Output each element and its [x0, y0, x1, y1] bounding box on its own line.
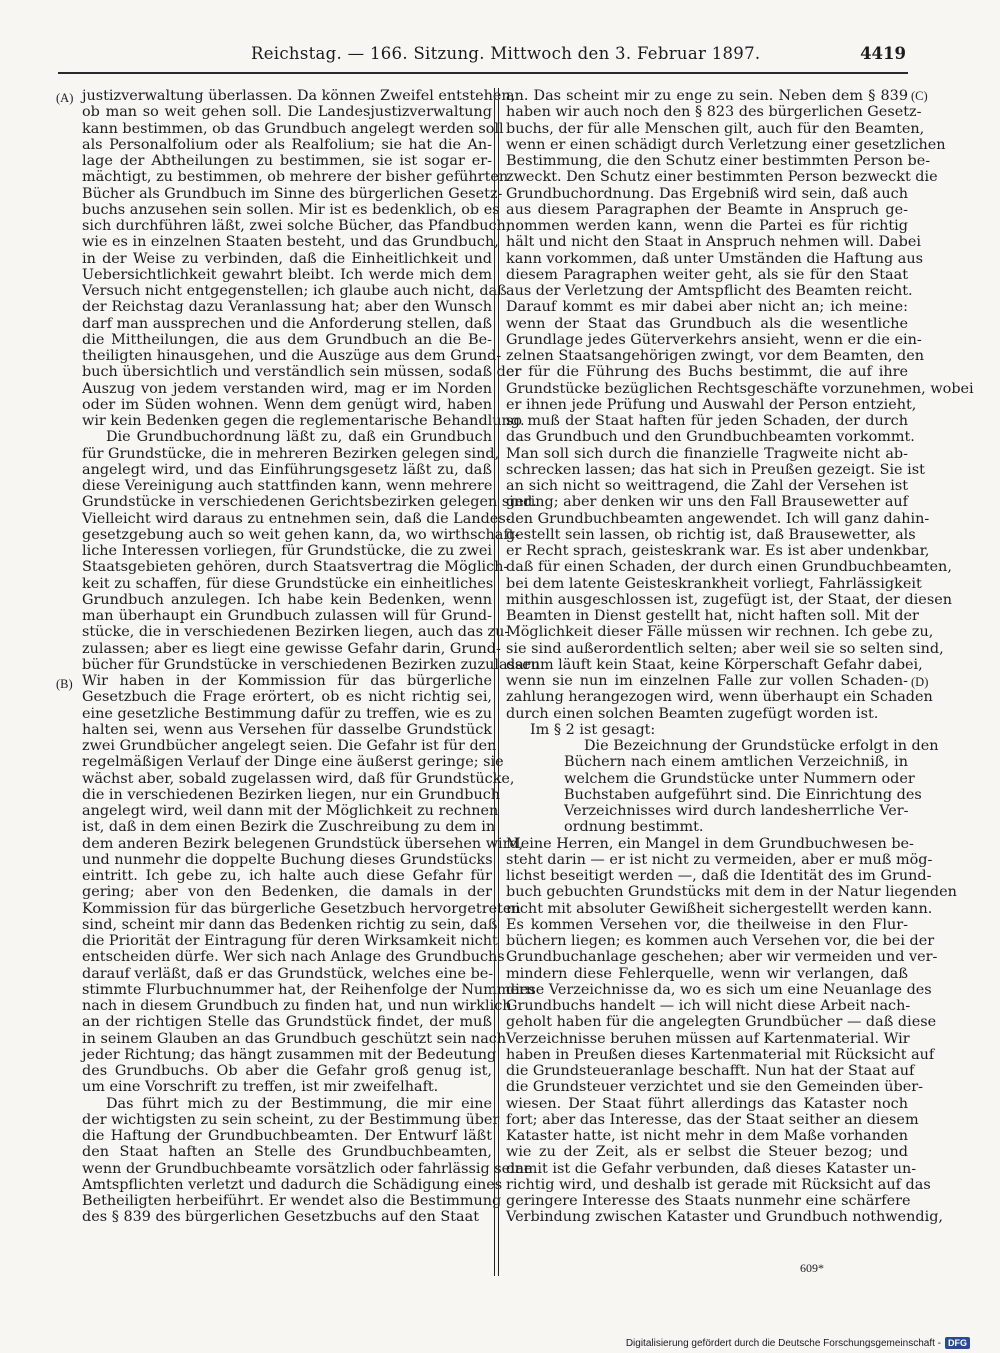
text-line: richtig wird, und deshalb ist gerade mit Rücksicht auf das [506, 1176, 931, 1193]
text-line: eintritt. Ich gebe zu, ich halte auch diese Gefahr für [82, 868, 492, 884]
text-line: so muß der Staat haften für jeden Schaden, der durch [506, 413, 908, 429]
text-line: fort; aber das Interesse, das der Staat seither an diesem [506, 1111, 919, 1128]
text-line: darf man aussprechen und die Anforderung stellen, daß [82, 315, 492, 332]
text-line: kann bestimmen, ob das Grundbuch angelegt werden soll [82, 120, 504, 137]
text-line: stücke, die in verschiedenen Bezirken liegen, auch das zu- [82, 624, 510, 641]
text-line: aus diesem Paragraphen der Beamte in Anspruch ge- [506, 201, 908, 218]
text-line: Versuch nicht entgegenstellen; ich glaube auch nicht, daß [82, 283, 507, 299]
margin-mark-b: (B) [56, 677, 73, 691]
text-line: die Grundsteueranlage beschafft. Nun hat der Staat auf [506, 1063, 915, 1079]
text-line: wiesen. Der Staat führt allerdings das Kataster noch [506, 1095, 908, 1112]
text-line: gering; aber denken wir uns den Fall Brausewetter auf [506, 494, 908, 511]
text-line: daß für einen Schaden, der durch einen Grundbuchbeamten, [506, 559, 952, 576]
text-line: Es kommen Versehen vor, die theilweise in den Flur- [506, 916, 908, 933]
text-line: Verzeichnisses wird durch landesherrliche Ver- [564, 803, 909, 819]
text-line: dem anderen Bezirk belegenen Grundstück übersehen wird, [82, 835, 524, 852]
text-line: gesetzgebung auch so weit gehen kann, da, wo wirthschaft- [82, 526, 520, 543]
text-line: Bestimmung, die den Schutz einer bestimmten Person be- [506, 153, 931, 169]
text-line: um eine Vorschrift zu treffen, ist mir zweifelhaft. [82, 1079, 439, 1096]
text-line: bei dem latente Geisteskrankheit vorliegt, Fahrlässigkeit [506, 575, 922, 592]
text-line: Kataster hatte, ist nicht mehr in dem Maße vorhanden [506, 1128, 908, 1144]
text-line: ob man so weit gehen soll. Die Landesjustizverwaltung [82, 104, 492, 121]
text-line: sind, scheint mir dann das Bedenken richtig zu sein, daß [82, 916, 498, 933]
text-line: damit ist die Gefahr verbunden, daß dieses Kataster un- [506, 1160, 917, 1177]
text-line: angelegt wird, und das Einführungsgesetz läßt zu, daß [82, 461, 492, 478]
text-line: Im § 2 ist gesagt: [530, 721, 656, 738]
text-line: diese Vereinigung auch stattfinden kann, wenn mehrere [82, 478, 493, 494]
text-line: stimmte Flurbuchnummer hat, der Reihenfolge der Nummern [82, 981, 536, 998]
text-line: die in verschiedenen Bezirken liegen, nur ein Grundbuch [82, 786, 501, 803]
text-line: Grundstücke in verschiedenen Gerichtsbezirken gelegen sind. [82, 494, 537, 511]
text-line: als Personalfolium oder als Realfolium; sie hat die An- [82, 136, 492, 153]
text-line: Grundbuchs handelt — ich will nicht diese Arbeit nach- [506, 998, 911, 1014]
header-rule [58, 72, 908, 74]
text-line: aus der Verletzung der Amtspflicht des Beamten reicht. [506, 283, 913, 299]
text-line: geringere Interesse des Staats nunmehr eine schärfere [506, 1193, 911, 1209]
text-line: Verbindung zwischen Kataster und Grundbuch nothwendig, [506, 1209, 944, 1226]
text-line: Grundbuch anzulegen. Ich habe kein Bedenken, wenn [82, 591, 492, 608]
text-line: regelmäßigen Verlauf der Dinge eine äußerst geringe; sie [82, 754, 504, 771]
text-line: Vielleicht wird daraus zu entnehmen sein, daß die Landes- [82, 510, 511, 527]
dfg-logo: DFG [945, 1337, 970, 1349]
text-line: Bücher als Grundbuch im Sinne des bürgerlichen Gesetz- [82, 185, 503, 202]
text-line: Die Grundbuchordnung läßt zu, daß ein Grundbuch [106, 429, 492, 446]
text-line: Grundstücke bezüglichen Rechtsgeschäfte vorzunehmen, wobei [506, 380, 974, 397]
text-line: er für die Führung des Buchs bestimmt, die auf ihre [506, 364, 908, 381]
page-header [58, 44, 906, 68]
text-line: er Recht sprach, geisteskrank war. Es ist aber undenkbar, [506, 543, 930, 559]
text-line: lichst beseitigt werden —, daß die Identität des im Grund- [506, 868, 932, 884]
text-line: ordnung bestimmt. [564, 819, 704, 836]
text-line: gestellt sein lassen, ob richtig ist, daß Brausewetter, als [506, 526, 916, 543]
text-line: Buchstaben aufgeführt sind. Die Einrichtung des [564, 786, 922, 803]
text-line: Wir haben in der Kommission für das bürgerliche [82, 673, 492, 689]
text-line: sich durchführen läßt, zwei solche Bücher, das Pfandbuch, [82, 218, 511, 234]
page-number: 4419 [860, 44, 906, 63]
text-line: haben wir auch noch den § 823 des bürgerlichen Gesetz- [506, 104, 922, 121]
text-line: wenn der Grundbuchbeamte vorsätzlich oder fahrlässig seine [82, 1160, 533, 1177]
text-line: Amtspflichten verletzt und dadurch die Schädigung eines [82, 1176, 503, 1193]
text-line: buch übersichtlich und verständlich sein müssen, sodaß der [82, 364, 522, 381]
text-line: sie sind außerordentlich selten; aber weil sie so selten sind, [506, 640, 944, 657]
text-line: mithin ausgeschlossen ist, zugefügt ist, der Staat, der diesen [506, 591, 952, 608]
text-line: nommen werden kann, wenn die Partei es für richtig [506, 218, 908, 234]
text-line: Staatsgebieten gehören, durch Staatsvertrag die Möglich- [82, 559, 509, 576]
text-line: nicht mit absoluter Gewißheit sichergestellt werden kann. [506, 900, 933, 917]
text-line: des Grundbuchs. Ob aber die Gefahr groß genug ist, [82, 1063, 492, 1079]
text-line: Möglichkeit dieser Fälle müssen wir rechnen. Ich gebe zu, [506, 624, 934, 641]
text-line: zelnen Staatsangehörigen zwingt, vor dem Beamten, den [506, 348, 924, 364]
text-line: liche Interessen vorliegen, für Grundstücke, die zu zwei [82, 543, 492, 559]
text-line: hält und nicht den Staat in Anspruch nehmen will. Dabei [506, 234, 921, 251]
text-line: die Haftung der Grundbuchbeamten. Der Entwurf läßt [82, 1128, 492, 1144]
footer-credit [626, 1337, 970, 1349]
text-line: entscheiden dürfe. Wer sich nach Anlage des Grundbuchs [82, 949, 505, 966]
text-line: steht darin — er ist nicht zu vermeiden, aber er muß mög- [506, 851, 933, 868]
text-line: Gesetzbuch die Frage erörtert, ob es nicht richtig sei, [82, 689, 492, 706]
text-line: buchs anzusehen sein sollen. Mir ist es bedenklich, ob es [82, 201, 500, 218]
text-line: an. Das scheint mir zu enge zu sein. Neben dem § 839 [506, 88, 908, 104]
text-line: lage der Abtheilungen zu bestimmen, sie ist sogar er- [82, 153, 492, 169]
text-line: an sich nicht so weittragend, die Zahl der Versehen ist [506, 478, 908, 494]
text-line: zwei Grundbücher angelegt seien. Die Gefahr ist für den [82, 738, 497, 754]
text-line: justizverwaltung überlassen. Da können Zweifel entstehen, [82, 88, 516, 104]
text-line: den Staat haften an Stelle des Grundbuchbeamten, [82, 1144, 492, 1161]
text-line: wie es in einzelnen Staaten besteht, und das Grundbuch, [82, 234, 499, 251]
text-line: der Reichstag dazu Veranlassung hat; aber den Wunsch [82, 299, 492, 316]
text-line: theiligten hinausgehen, und die Auszüge aus dem Grund- [82, 348, 502, 364]
text-line: zulassen; aber es liegt eine gewisse Gefahr darin, Grund- [82, 640, 501, 657]
text-line: Grundbuchanlage geschehen; aber wir vermeiden und ver- [506, 949, 938, 966]
text-line: zahlung herangezogen wird, wenn überhaupt ein Schaden [506, 689, 933, 706]
margin-mark-c: (C) [911, 89, 928, 103]
text-line: Verzeichnisse beruhen müssen auf Kartenmaterial. Wir [506, 1030, 910, 1047]
text-line: das Grundbuch und den Grundbuchbeamten vorkommt. [506, 429, 915, 446]
text-line: buch gebuchten Grundstücks mit dem in der Natur liegenden [506, 884, 957, 901]
text-line: wenn sie nun im einzelnen Falle zur vollen Schaden- [506, 673, 908, 689]
text-line: wächst aber, sobald zugelassen wird, daß für Grundstücke, [82, 770, 515, 787]
text-line: welchem die Grundstücke unter Nummern oder [564, 770, 915, 787]
text-line: Grundlage jedes Güterverkehrs ansieht, wenn er die ein- [506, 331, 922, 348]
text-line: er ihnen jede Prüfung und Auswahl der Person entzieht, [506, 396, 917, 413]
text-line: jeder Richtung; das hängt zusammen mit der Bedeutung [82, 1046, 497, 1063]
text-line: und nunmehr die doppelte Buchung dieses Grundstücks [82, 851, 493, 868]
text-line: mächtigt, zu bestimmen, ob mehrere der bisher geführten [82, 169, 509, 186]
text-line: mindern diese Fehlerquelle, wenn wir verlangen, daß [506, 965, 908, 982]
text-line: ist, daß in dem einen Bezirk die Zuschreibung zu dem in [82, 819, 496, 836]
text-line: büchern liegen; es kommen auch Versehen vor, die bei der [506, 933, 935, 949]
text-line: schrecken lassen; das hat sich in Preußen gezeigt. Sie ist [506, 461, 925, 478]
text-line: angelegt wird, weil dann mit der Möglichkeit zu rechnen [82, 803, 499, 819]
text-line: diese Verzeichnisse da, wo es sich um eine Neuanlage des [506, 981, 932, 998]
text-line: diesem Paragraphen weiter geht, als sie für den Staat [506, 266, 908, 283]
text-line: halten sei, wenn aus Versehen für dasselbe Grundstück [82, 721, 492, 738]
text-line: des § 839 des bürgerlichen Gesetzbuchs auf den Staat [82, 1209, 479, 1226]
text-line: eine gesetzliche Bestimmung dafür zu treffen, wie es zu [82, 705, 492, 722]
text-line: die Priorität der Eintragung für deren Wirksamkeit nicht [82, 933, 498, 949]
footer-text: Digitalisierung gefördert durch die Deutsche Forschungsgemeinschaft - [625, 1337, 941, 1349]
text-line: Kommission für das bürgerliche Gesetzbuch hervorgetreten [82, 900, 521, 917]
text-line: den Grundbuchbeamten angewendet. Ich will ganz dahin- [506, 510, 930, 527]
text-line: Die Bezeichnung der Grundstücke erfolgt in den [584, 738, 939, 754]
text-line: Büchern nach einem amtlichen Verzeichniß, in [564, 754, 908, 771]
text-line: Das führt mich zu der Bestimmung, die mir eine [106, 1095, 492, 1112]
text-line: Beamten in Dienst gestellt hat, nicht haften soll. Mit der [506, 608, 919, 624]
text-line: oder im Süden wohnen. Wenn dem genügt wird, haben [82, 396, 492, 413]
text-line: buchs, der für alle Menschen gilt, auch für den Beamten, [506, 120, 925, 137]
text-line: bücher für Grundstücke in verschiedenen Bezirken zuzulassen. [82, 656, 545, 673]
text-line: gering; aber von den Bedenken, die damals in der [82, 884, 492, 901]
text-line: Auszug von jedem verstanden wird, mag er im Norden [82, 380, 492, 397]
text-line: darauf verläßt, daß er das Grundstück, welches eine be- [82, 965, 494, 982]
text-line: Betheiligten herbeiführt. Er wendet also die Bestimmung [82, 1193, 502, 1209]
margin-mark-a: (A) [56, 91, 74, 105]
left-text-column [82, 88, 545, 1260]
text-line: darum läuft kein Staat, keine Körperschaft Gefahr dabei, [506, 656, 923, 673]
margin-mark-d: (D) [911, 675, 929, 689]
text-line: Grundbuchordnung. Das Ergebniß wird sein, daß auch [506, 185, 908, 202]
text-line: keit zu schaffen, für diese Grundstücke ein einheitliches [82, 575, 494, 592]
column-divider [494, 88, 499, 1276]
text-line: die Grundsteuer verzichtet und sie den Gemeinden über- [506, 1079, 923, 1096]
text-line: in der Weise zu verbinden, daß die Einheitlichkeit und [82, 250, 492, 267]
text-line: wie zu der Zeit, als er selbst die Steuer bezog; und [506, 1144, 908, 1161]
text-line: wir kein Bedenken gegen die reglementarische Behandlung. [82, 413, 525, 429]
text-line: der wichtigsten zu sein scheint, zu der Bestimmung über [82, 1111, 500, 1128]
text-line: Darauf kommt es mir dabei aber nicht an; ich meine: [506, 299, 908, 316]
text-line: geholt haben für die angelegten Grundbücher — daß diese [506, 1014, 937, 1031]
right-text-column [506, 88, 974, 1260]
running-title: Reichstag. — 166. Sitzung. Mittwoch den 3. Februar 1897. [251, 44, 761, 63]
text-line: wenn er einen schädigt durch Verletzung einer gesetzlichen [506, 136, 946, 153]
text-line: zweckt. Den Schutz einer bestimmten Person bezweckt die [506, 169, 938, 186]
text-line: durch einen solchen Beamten zugefügt worden ist. [506, 705, 879, 722]
text-line: nach in diesem Grundbuch zu finden hat, und nun wirklich [82, 998, 512, 1014]
text-line: für Grundstücke, die in mehreren Bezirken gelegen sind, [82, 445, 500, 462]
text-line: Man soll sich durch die finanzielle Tragweite nicht ab- [506, 445, 908, 462]
text-line: kann vorkommen, daß unter Umständen die Haftung aus [506, 250, 924, 267]
text-line: in seinem Glauben an das Grundbuch geschützt sein nach [82, 1030, 507, 1047]
text-line: haben in Preußen dieses Kartenmaterial mit Rücksicht auf [506, 1046, 935, 1063]
text-line: man überhaupt ein Grundbuch zulassen will für Grund- [82, 608, 492, 624]
text-line: Meine Herren, ein Mangel in dem Grundbuchwesen be- [506, 835, 914, 852]
text-line: Uebersichtlichkeit gewahrt bleibt. Ich werde mich dem [82, 266, 492, 283]
text-line: wenn der Staat das Grundbuch als die wesentliche [506, 315, 908, 332]
text-line: die Mittheilungen, die aus dem Grundbuch an die Be- [82, 331, 492, 348]
sheet-signature: 609* [800, 1261, 824, 1275]
text-line: an der richtigen Stelle das Grundstück findet, der muß [82, 1014, 492, 1031]
